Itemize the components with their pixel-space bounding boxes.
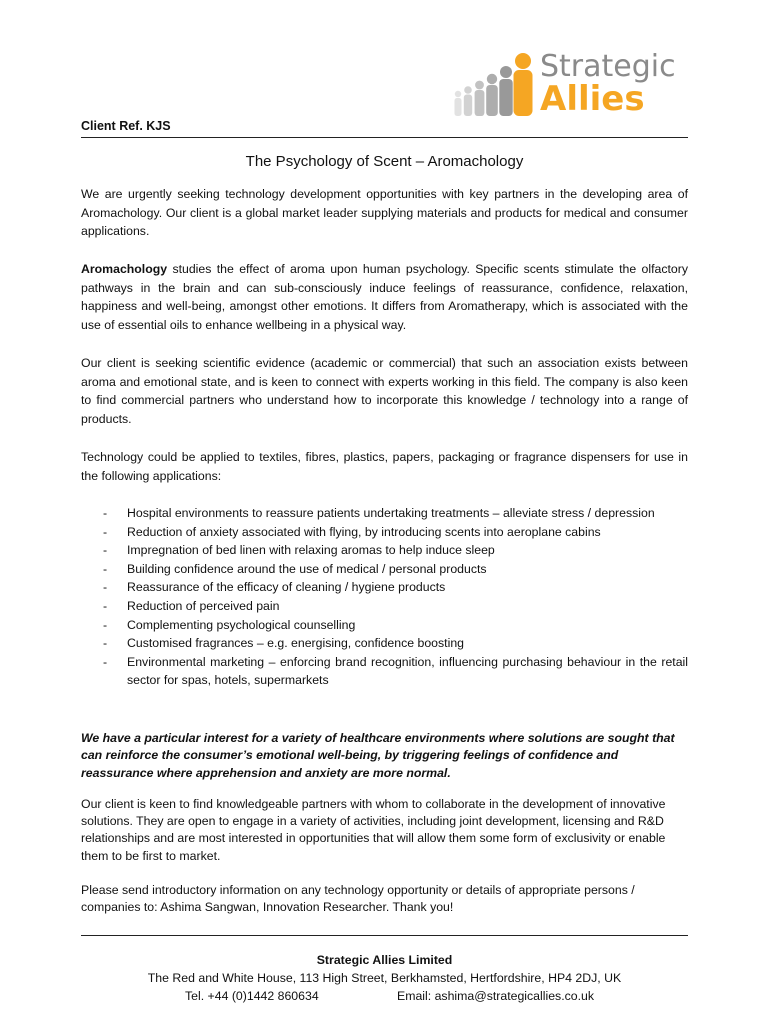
- list-item: - Customised fragrances – e.g. energising, confidence boosting: [81, 634, 688, 653]
- list-item: - Impregnation of bed linen with relaxing aromas to help induce sleep: [81, 541, 688, 560]
- bullet-dash: -: [103, 654, 108, 669]
- aromachology-description: studies the effect of aroma upon human psychology. Specific scents stimulate the olfactory pathways in the brain and can sub-consciously induce feelings of reassurance, confidence, relaxation, happiness and well-being, amongst other emotions. It differs from Aromatherapy, which is associated with the use of essential oils to enhance wellbeing in a physical way.: [81, 262, 688, 332]
- bullet-dash: -: [103, 524, 108, 539]
- footer-telephone: Tel. +44 (0)1442 860634: [185, 989, 319, 1003]
- paragraph-intro: We are urgently seeking technology development opportunities with key partners in the developing area of Aromachology. Our client is a global market leader supplying materials and products for medical and consumer applications.: [81, 187, 688, 239]
- list-item: - Building confidence around the use of medical / personal products: [81, 560, 688, 579]
- list-item: - Reassurance of the efficacy of cleaning / hygiene products: [81, 578, 688, 597]
- bullet-dash: -: [103, 561, 108, 576]
- footer: [81, 951, 688, 1005]
- paragraph-applications-intro: Technology could be applied to textiles, fibres, plastics, papers, packaging or fragrance dispensers for use in the following applications:: [81, 450, 688, 483]
- paragraph-aromachology: [81, 260, 688, 334]
- footer-divider: [81, 935, 688, 936]
- list-item: - Complementing psychological counselling: [81, 616, 688, 635]
- strategic-allies-logo: [452, 48, 692, 122]
- bullet-dash: -: [103, 506, 108, 520]
- paragraph-evidence: Our client is seeking scientific evidence (academic or commercial) that such an association exists between aroma and emotional state, and is keen to connect with experts working in this field. The company is also keen to find commercial partners who understand how to incorporate this knowledge / technology into a range of products.: [81, 356, 688, 426]
- list-item: - Hospital environments to reassure patients undertaking treatments – alleviate stress / depression: [81, 504, 688, 523]
- client-reference: Client Ref. KJS: [81, 119, 171, 133]
- list-item: - Environmental marketing – enforcing brand recognition, influencing purchasing behaviour in the retail sector for spas, hotels, supermarkets: [103, 654, 688, 688]
- document-title: The Psychology of Scent – Aromachology: [245, 153, 524, 170]
- footer-contact-line: [81, 987, 688, 1005]
- applications-list: [81, 504, 688, 690]
- header-divider: [81, 137, 688, 138]
- bullet-dash: -: [103, 617, 108, 632]
- aromachology-term: Aromachology: [81, 262, 168, 276]
- paragraph-collaboration: Our client is keen to find knowledgeable partners with whom to collaborate in the development of innovative solutions. They are open to engage in a variety of activities, including joint development, licensing and R&D relationships and are most interested in opportunities that will allow them some form of exclusivity or enable them to be first to market.: [81, 797, 666, 863]
- bullet-dash: -: [103, 636, 108, 651]
- bullet-dash: -: [103, 580, 108, 595]
- footer-address: The Red and White House, 113 High Street, Berkhamsted, Hertfordshire, HP4 2DJ, UK: [147, 971, 622, 985]
- people-silhouettes-icon: [452, 48, 542, 120]
- logo-word-strategic: Strategic: [540, 49, 676, 84]
- bullet-dash: -: [103, 598, 108, 613]
- list-item: - Reduction of perceived pain: [81, 597, 688, 616]
- list-item: - Reduction of anxiety associated with flying, by introducing scents into aeroplane cabins: [81, 523, 688, 542]
- bullet-dash: -: [103, 543, 108, 558]
- paragraph-contact-request: Please send introductory information on any technology opportunity or details of appropriate persons / companies to: Ashima Sangwan, Innovation Researcher. Thank you!: [81, 883, 635, 915]
- footer-company-name: Strategic Allies Limited: [316, 953, 453, 967]
- footer-email[interactable]: Email: ashima@strategicallies.co.uk: [397, 989, 595, 1003]
- paragraph-healthcare-interest: We have a particular interest for a variety of healthcare environments where solutions are sought that can reinforce the consumer’s emotional well-being, by triggering feelings of confidence and reassurance where apprehension and anxiety are more normal.: [81, 731, 675, 780]
- logo-word-allies: Allies: [540, 79, 645, 119]
